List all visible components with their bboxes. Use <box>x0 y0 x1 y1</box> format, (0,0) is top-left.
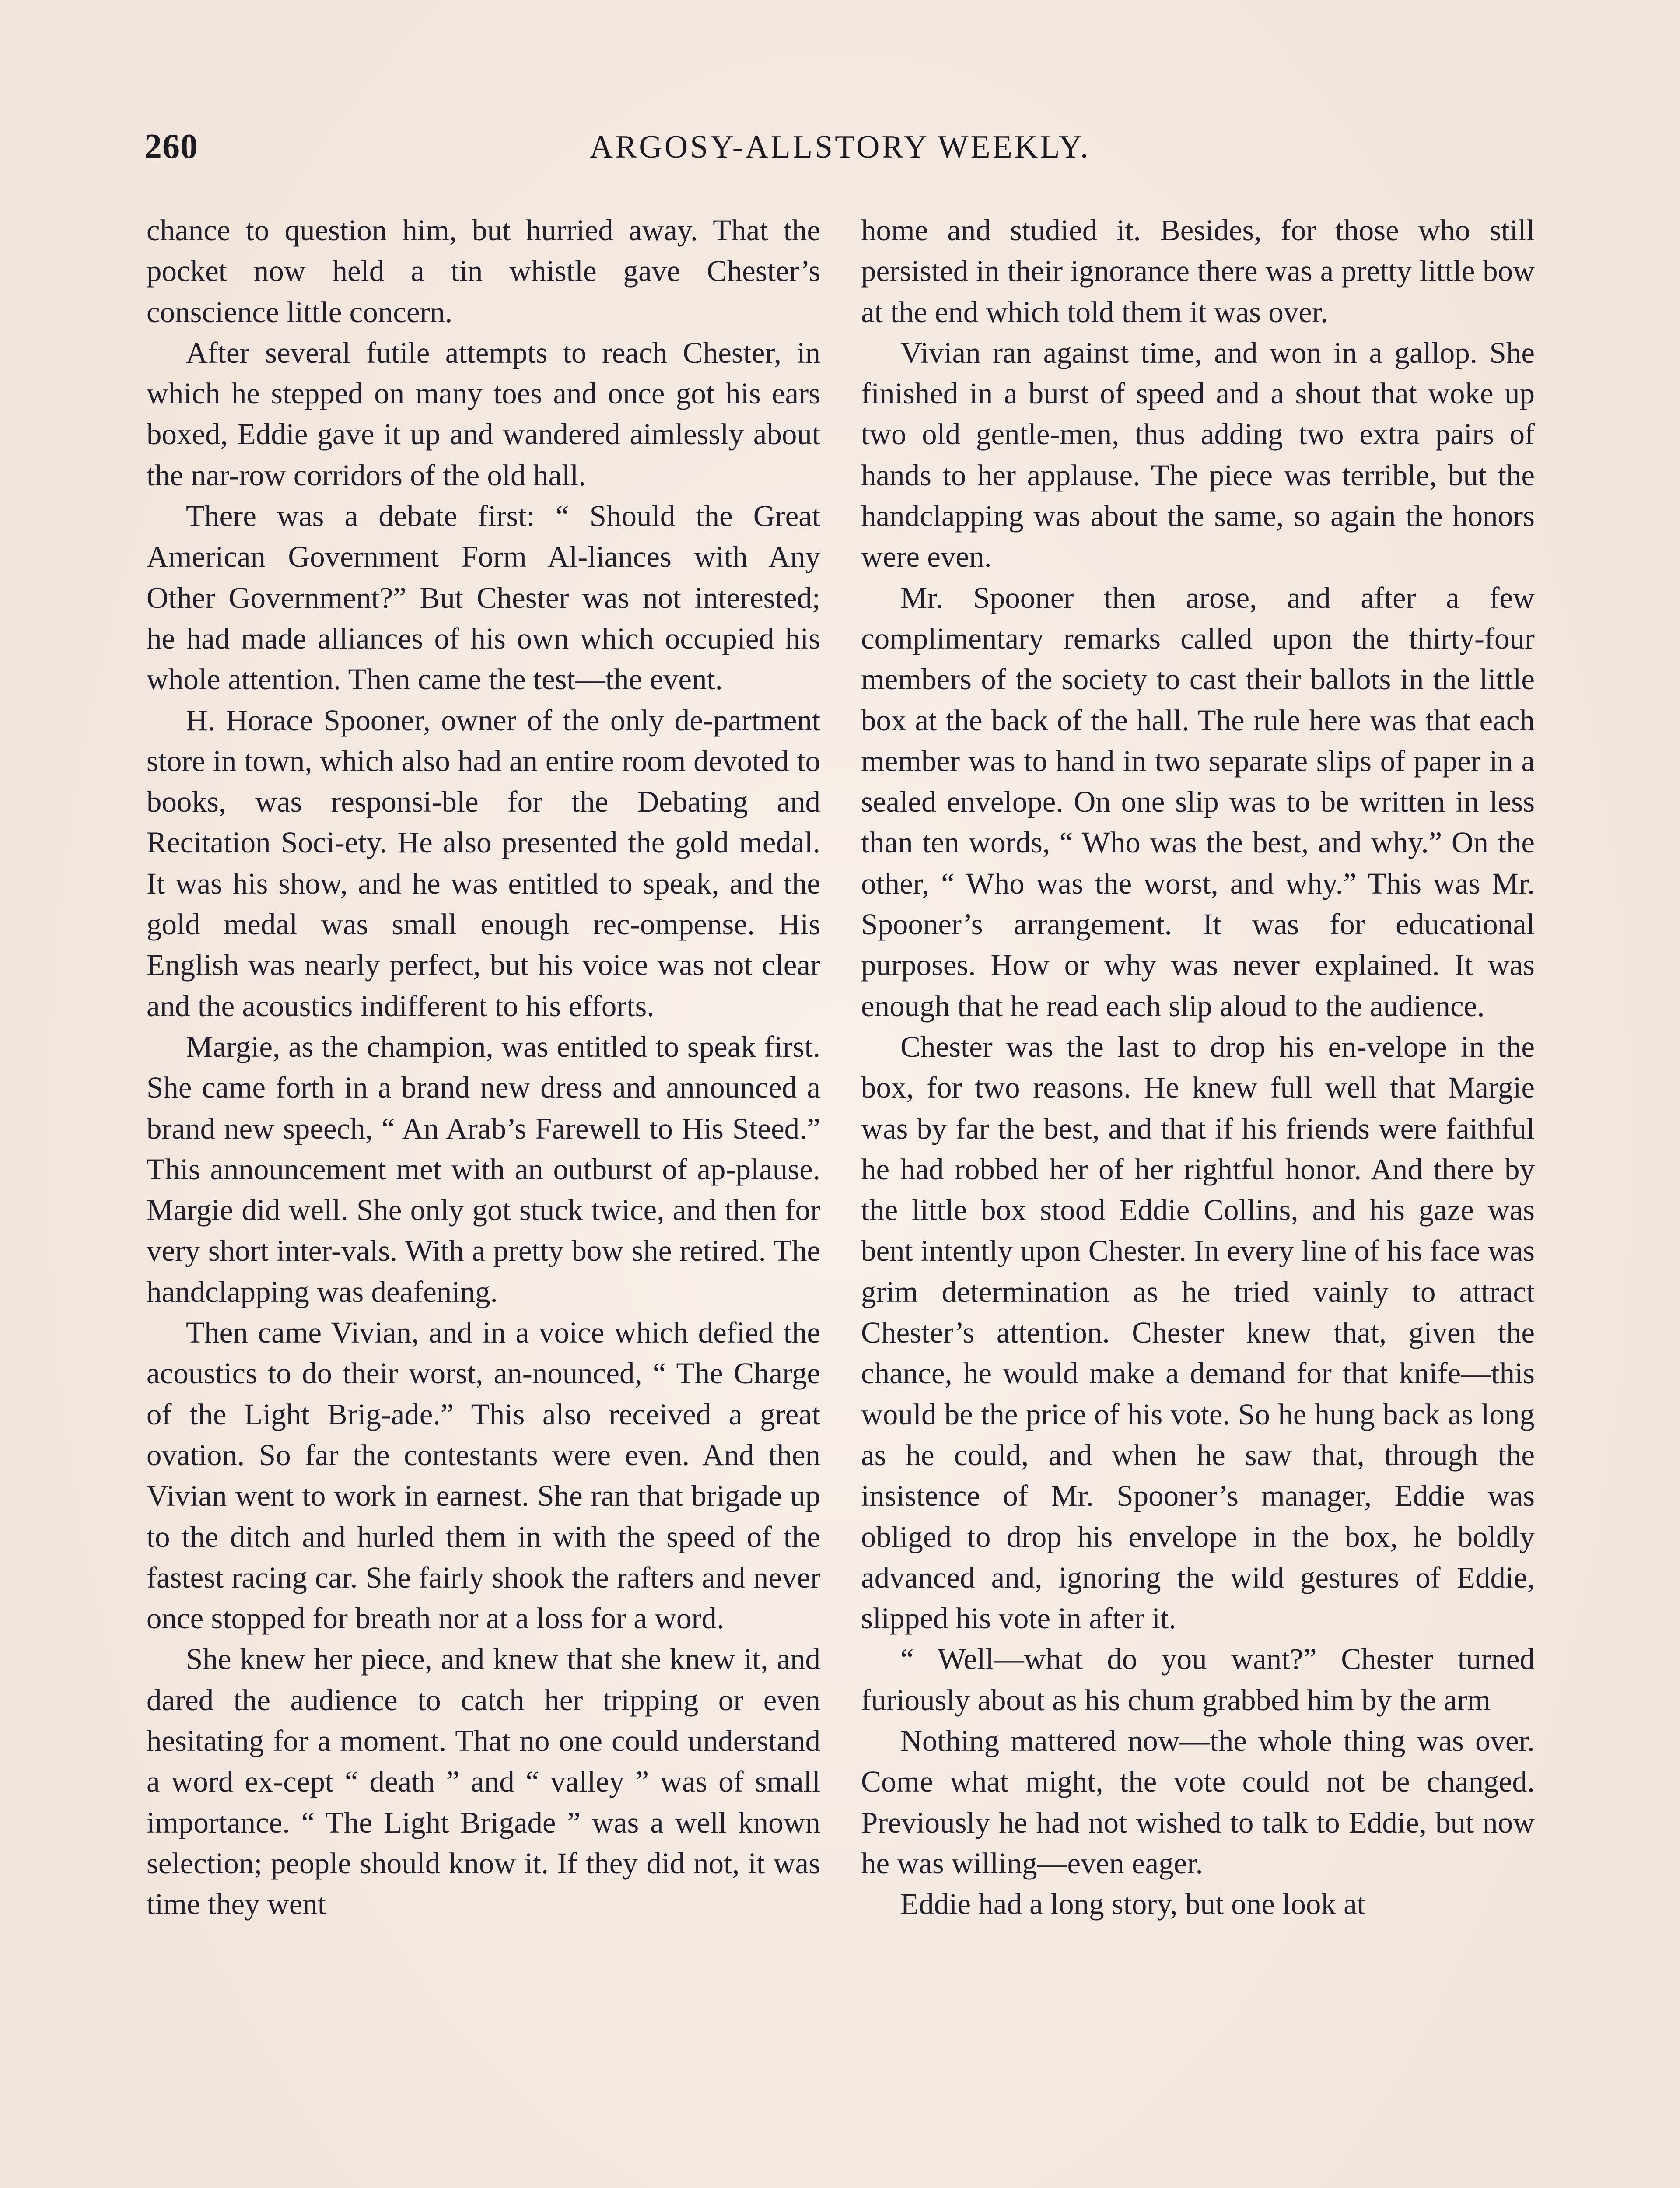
paragraph: Chester was the last to drop his en-velope in the box, for two reasons. He knew full well that Margie was by far the best, and that if his friends were faithful he had robbed her of her rightful honor. And there by the little box stood Eddie Collins, and his gaze was bent intently upon Chester. In every line of his face was grim determination as he tried vainly to attract Chester’s attention. Chester knew that, given the chance, he would make a demand for that knife—this would be the price of his vote. So he hung back as long as he could, and when he saw that, through the insistence of Mr. Spooner’s manager, Eddie was obliged to drop his envelope in the box, he boldly advanced and, ignoring the wild gestures of Eddie, slipped his vote in after it. <box>861 1030 1535 1635</box>
paragraph: “ Well—what do you want?” Chester turned furiously about as his chum grabbed him by the arm <box>861 1642 1535 1717</box>
paragraph: Then came Vivian, and in a voice which defied the acoustics to do their worst, an-nounced, “ The Charge of the Light Brig-ade.” This also received a great ovation. So far the contestants were even. And then Vivian went to work in earnest. She ran that brigade up to the ditch and hurled them in with the speed of the fastest racing car. She fairly shook the rafters and never once stopped for breath nor at a loss for a word. <box>147 1316 820 1635</box>
paragraph: Nothing mattered now—the whole thing was over. Come what might, the vote could not be changed. Previously he had not wished to talk to Eddie, but now he was willing—even eager. <box>861 1724 1535 1880</box>
left-column <box>147 210 820 1925</box>
paragraph: There was a debate first: “ Should the Great American Government Form Al-liances with Any Other Government?” But Chester was not interested; he had made alliances of his own which occupied his whole attention. Then came the test—the event. <box>147 499 820 696</box>
paragraph: She knew her piece, and knew that she knew it, and dared the audience to catch her tripping or even hesitating for a moment. That no one could understand a word ex-cept “ death ” and “ valley ” was of small importance. “ The Light Brigade ” was a well known selection; people should know it. If they did not, it was time they went <box>147 1642 820 1921</box>
page-number: 260 <box>144 127 198 166</box>
paragraph: H. Horace Spooner, owner of the only de-partment store in town, which also had an entire room devoted to books, was responsi-ble for the Debating and Recitation Soci-ety. He also presented the gold medal. It was his show, and he was entitled to speak, and the gold medal was small enough rec-ompense. His English was nearly perfect, but his voice was not clear and the acoustics indifferent to his efforts. <box>147 703 820 1023</box>
page-header <box>144 127 1536 184</box>
paragraph: After several futile attempts to reach Chester, in which he stepped on many toes and once got his ears boxed, Eddie gave it up and wandered aimlessly about the nar-row corridors of the old hall. <box>147 336 820 492</box>
paragraph: home and studied it. Besides, for those who still persisted in their ignorance there was a pretty little bow at the end which told them it was over. <box>861 214 1535 329</box>
running-title: ARGOSY-ALLSTORY WEEKLY. <box>589 129 1091 165</box>
paragraph: Eddie had a long story, but one look at <box>900 1887 1365 1921</box>
paragraph: Vivian ran against time, and won in a gallop. She finished in a burst of speed and a shout that woke up two old gentle-men, thus adding two extra pairs of hands to her applause. The piece was terrible, but the handclapping was about the same, so again the honors were even. <box>861 336 1535 574</box>
paragraph: Mr. Spooner then arose, and after a few complimentary remarks called upon the thirty-four members of the society to cast their ballots in the little box at the back of the hall. The rule here was that each member was to hand in two separate slips of paper in a sealed envelope. On one slip was to be written in less than ten words, “ Who was the best, and why.” On the other, “ Who was the worst, and why.” This was Mr. Spooner’s arrangement. It was for educational purposes. How or why was never explained. It was enough that he read each slip aloud to the audience. <box>861 581 1535 1023</box>
paragraph: chance to question him, but hurried away. That the pocket now held a tin whistle gave Chester’s conscience little concern. <box>147 214 820 329</box>
paragraph: Margie, as the champion, was entitled to speak first. She came forth in a brand new dress and announced a brand new speech, “ An Arab’s Farewell to His Steed.” This announcement met with an outburst of ap-plause. Margie did well. She only got stuck twice, and then for very short inter-vals. With a pretty bow she retired. The handclapping was deafening. <box>147 1030 820 1308</box>
right-column <box>861 210 1535 1925</box>
